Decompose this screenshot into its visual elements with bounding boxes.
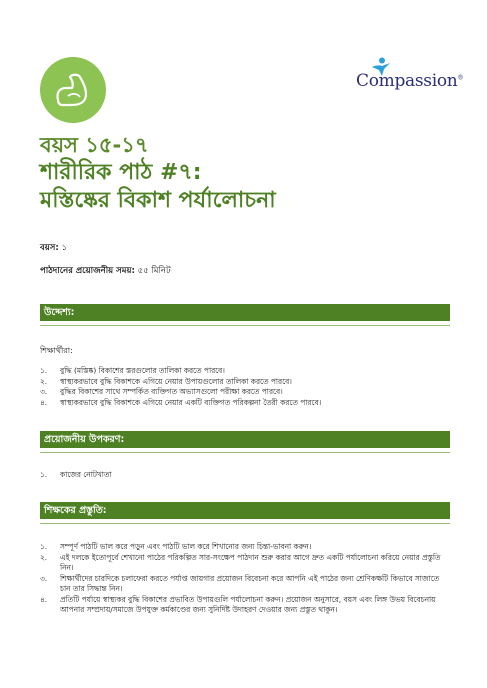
lesson-title-line2: মস্তিষ্কের বিকাশ পর্যালোচনা xyxy=(40,188,276,213)
section-divider xyxy=(40,452,450,453)
objectives-heading: উদ্দেশ্য: xyxy=(40,304,450,321)
materials-heading: প্রয়োজনীয় উপকরণ: xyxy=(40,431,450,448)
list-item: ২. স্বাস্থ্যকরভাবে বুদ্ধি বিকাশকে এগিয়ে নেয়ার উপায়গুলোর তালিকা করতে পারবে। xyxy=(40,376,292,386)
objectives-list xyxy=(40,366,450,408)
compassion-logo xyxy=(356,57,464,97)
lesson-title-line1: শারীরিক পাঠ #৭: xyxy=(40,160,202,185)
list-item: ১. সম্পূর্ণ পাঠটি ভাল করে পড়ুন এবং পাঠটি ভাল করে শিখানোর জন্য চিন্তা-ভাবনা করুন। xyxy=(40,542,312,551)
age-range-heading: বয়স ১৫-১৭ xyxy=(40,133,149,157)
materials-list xyxy=(40,470,450,481)
logo-wordmark: Compassion® xyxy=(356,71,464,91)
list-item: ২. এই দলকে ইতোপূর্বে শেখানো পাঠের পরিকল্পিত সার-সংক্ষেপ পাঠদান শুরু করার আগে দ্রুত একটি পর্যালোচনা করিয়ে নেয়ার প্রস্তুতি নিন। xyxy=(40,552,441,572)
teacher-prep-list xyxy=(40,542,450,616)
teacher-prep-heading: শিক্ষকের প্রস্তুতি: xyxy=(40,502,450,519)
section-divider xyxy=(40,523,450,524)
list-item: ৩. শিক্ষার্থীদের চারদিকে চলাফেরা করতে পর্যাপ্ত জায়গার প্রয়োজন বিবেচনা করে আপনি এই পাঠের জন্য শ্রেণিকক্ষটি কিভাবে সাজাতে চান তার সিদ্ধান্ত নিন। xyxy=(40,573,440,593)
list-item: ৪. স্বাস্থ্যকরভাবে বুদ্ধি বিকাশকে এগিয়ে নেয়ার একটি ব্যক্তিগত পরিকল্পনা তৈরী করতে পারবে। xyxy=(40,397,322,407)
list-item: ৩. বুদ্ধির বিকাশের সাথে সম্পর্কিত ব্যক্তিগত অভ্যাসগুলো পরীক্ষা করতে পারবে। xyxy=(40,387,283,396)
meta-age xyxy=(40,241,67,255)
meta-time-value: ৫৫ মিনিট xyxy=(134,266,171,276)
meta-age-value: ১ xyxy=(58,243,67,253)
meta-time-label: পাঠদানের প্রয়োজনীয় সময়: xyxy=(40,266,135,276)
section-divider xyxy=(40,325,450,326)
list-item: ৪. প্রতিটি পর্যায়ে স্বাস্থ্যকর বুদ্ধি বিকাশের প্রভাবিত উপায়গুলি পর্যালোচনা করুন। প্রয়োজন অনুসারে, বয়স এবং লিঙ্গ উভয় বিবেচনায় আপনার সম্প্রদায়/সমাজে উপযুক্ত কর্মকাণ্ডের জন্য সুনির্দিষ্ট উদাহরণ দেওয়ার জন্য প্রস্তুত থাকুন। xyxy=(40,594,436,614)
list-item: ১. কাজের নোটখাতা xyxy=(40,470,112,479)
physical-lesson-badge xyxy=(40,57,106,123)
meta-age-label: বয়স: xyxy=(40,243,59,253)
list-item: ১. বুদ্ধি (মস্তিষ্ক) বিকাশের স্তরগুলোর তালিকা করতে পারবে। xyxy=(40,366,225,375)
objectives-intro: শিক্ষার্থীরা: xyxy=(40,346,73,355)
flexed-arm-icon xyxy=(50,70,96,110)
lesson-title xyxy=(40,159,460,215)
meta-time xyxy=(40,264,171,278)
